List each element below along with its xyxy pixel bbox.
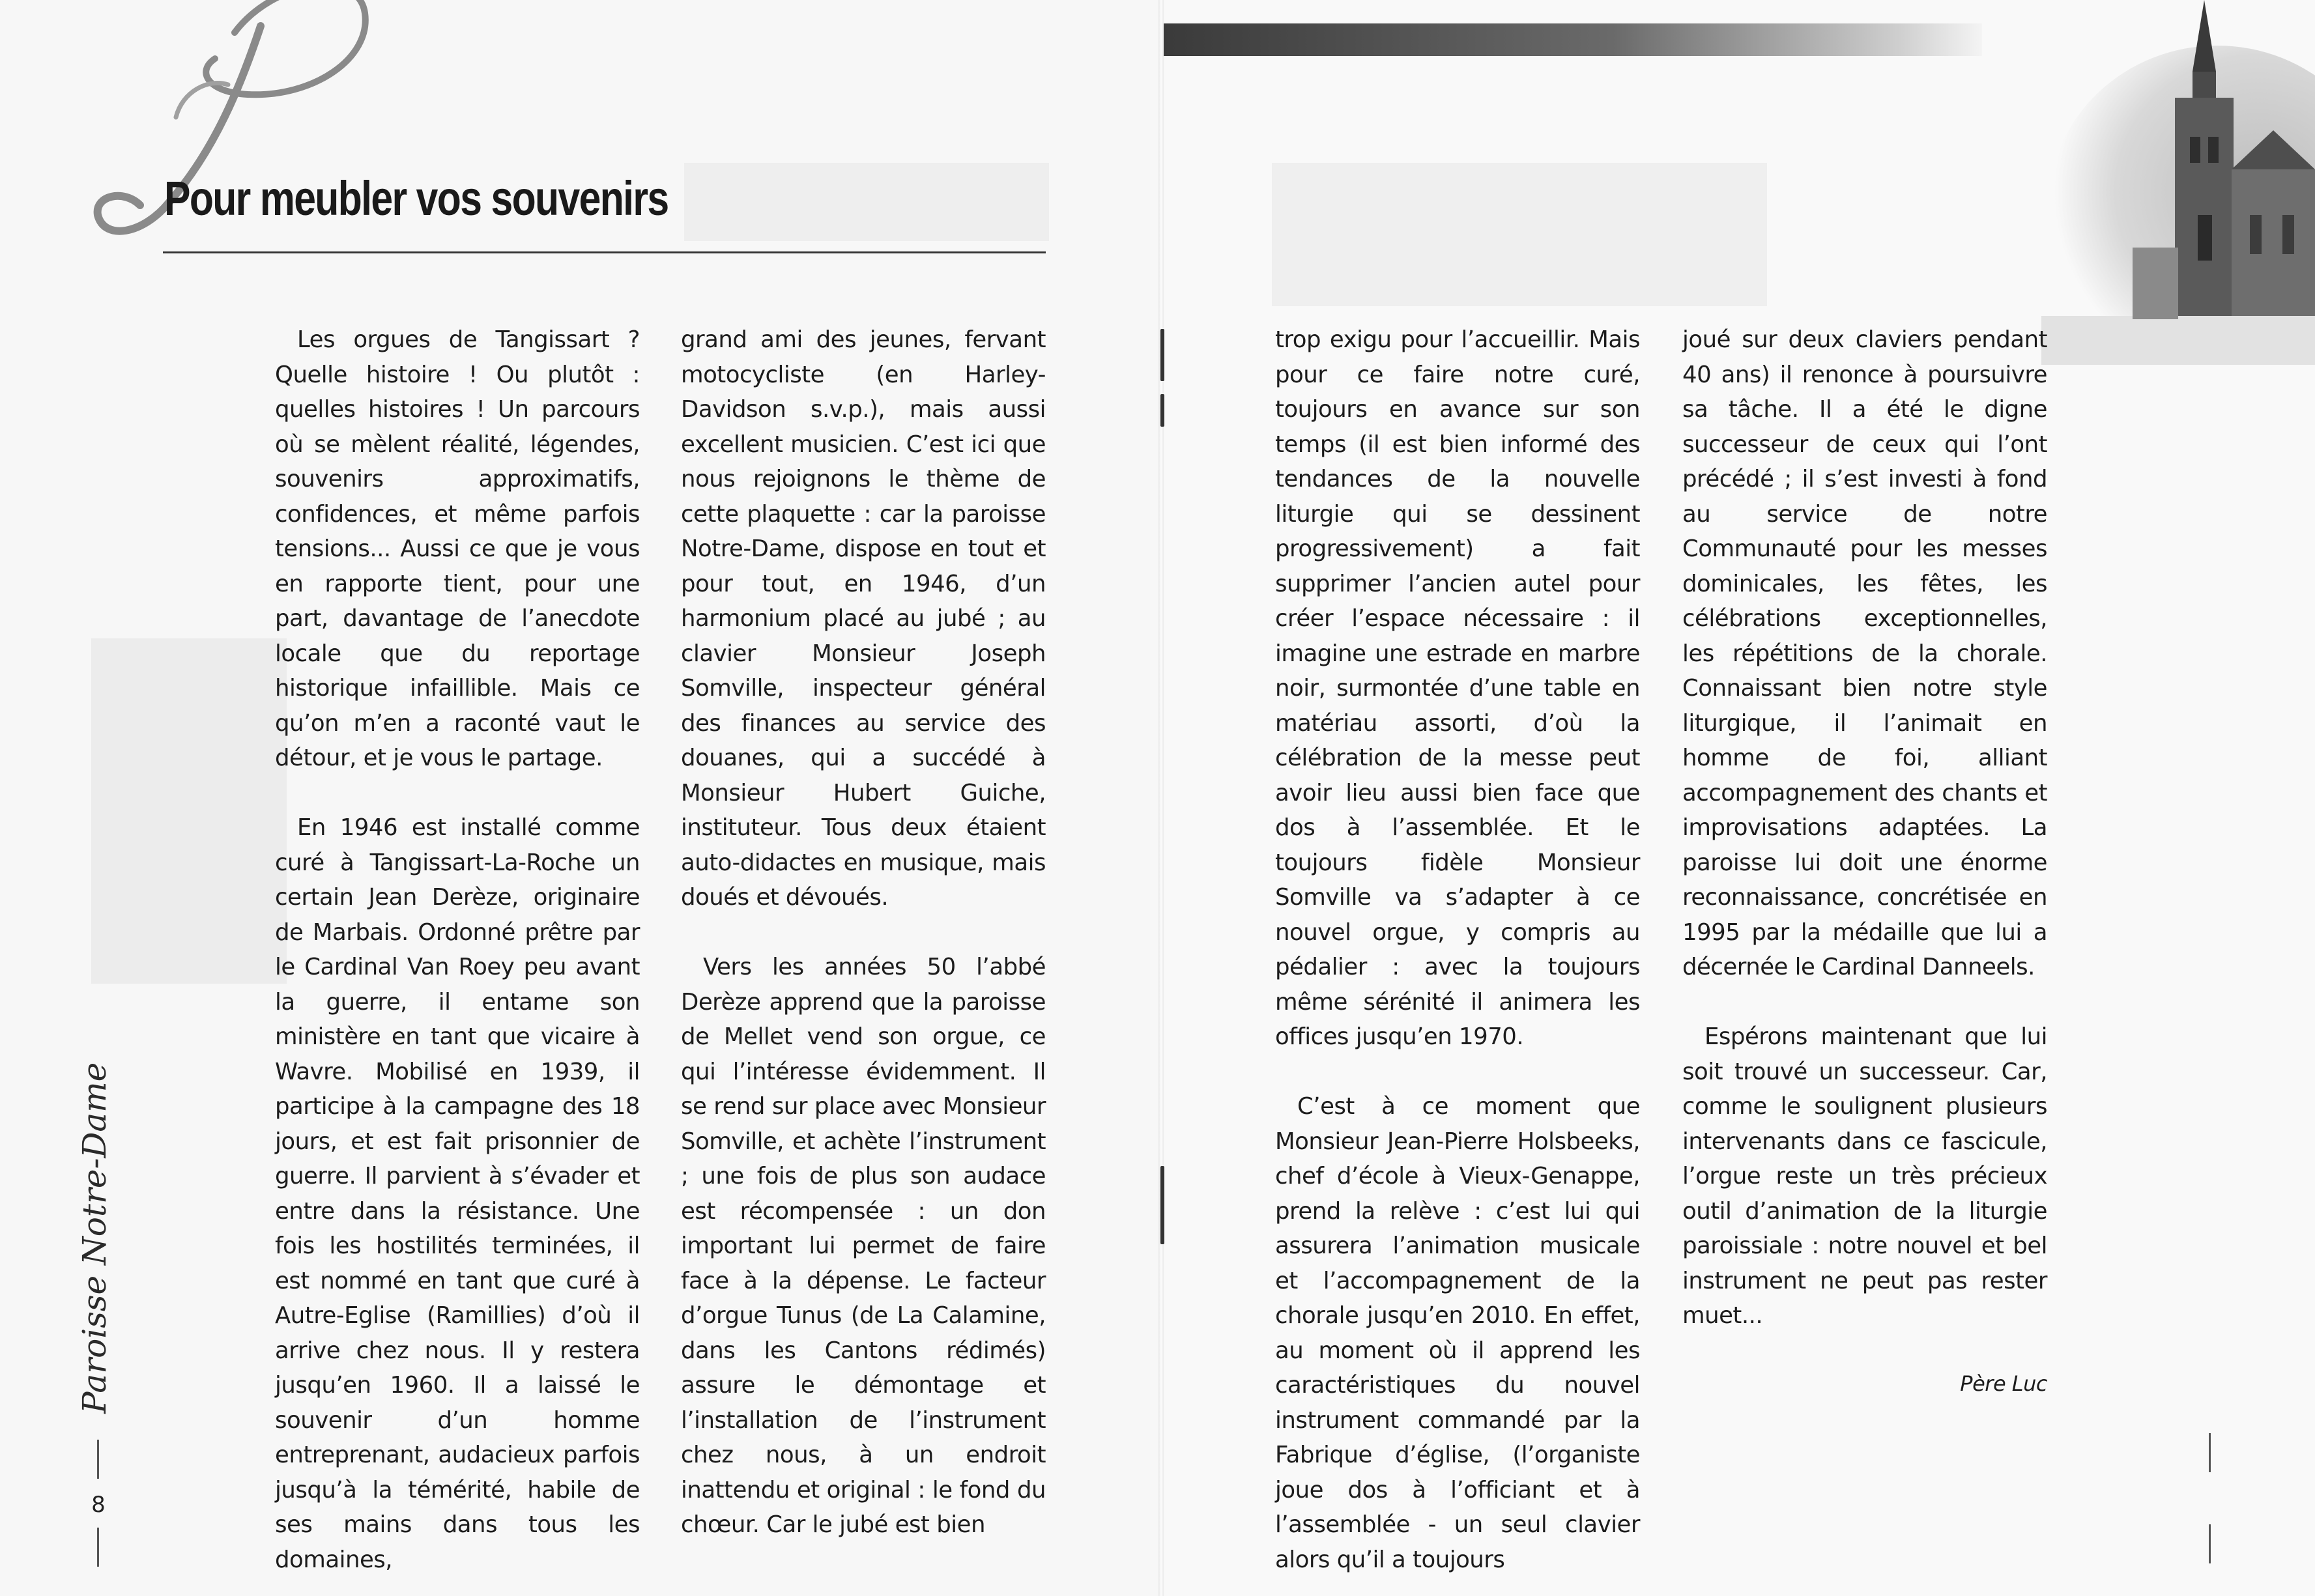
show-through-image [91, 638, 287, 984]
article-column-2 [681, 322, 1046, 1543]
header-bar [1161, 23, 1982, 56]
page-number: 8 [91, 1492, 106, 1518]
page-number-rule [97, 1528, 99, 1567]
staple [1160, 394, 1164, 427]
page-number-rule [97, 1440, 99, 1479]
paragraph: En 1946 est installé comme curé à Tangissart-La-Roche un certain Jean Derèze, originaire de Marbais. Ordonné prêtre par le Cardinal Van Roey peu avant la guerre, il entame son ministère en tant que vicaire à Wavre. Mobilisé en 1939, il participe à la campagne des 18 jours, et est fait prisonnier de guerre. Il parvient à s’évader et entre dans la résistance. Une fois les hostilités terminées, il est nommé en tant que curé à Autre-Eglise (Ramillies) d’où il arrive chez nous. Il y restera jusqu’en 1960. Il a laissé le souvenir d’un homme entreprenant, audacieux parfois jusqu’à la témérité, habile de ses mains dans tous les domaines, [275, 814, 640, 1573]
paragraph: joué sur deux claviers pendant 40 ans) il renonce à poursuivre sa tâche. Il a été le digne successeur de ceux qui l’ont précédé ; il s’est investi à fond au service de notre Communauté pour les messes dominicales, les fêtes, les célébrations exceptionnelles, les répétitions de la chorale. Connaissant bien notre style liturgique, il l’animait en homme de foi, alliant accompagnement des chants et improvisations adaptées. La paroisse lui doit une énorme reconnaissance, concrétisée en 1995 par la médaille que lui a décernée le Cardinal Danneels. [1682, 326, 2047, 980]
paragraph: C’est à ce moment que Monsieur Jean-Pierre Holsbeeks, chef d’école à Vieux-Genappe, prend la relève : c’est lui qui assurera l’animation musicale et l’accompagnement de la chorale jusqu’en 2010. En effet, au moment où il apprend les caractéristiques du nouvel instrument commandé par la Fabrique d’église, (l’organiste joue dos à l’officiant et à l’assemblée - un seul clavier alors qu’il a toujours [1275, 1093, 1640, 1573]
paragraph: Espérons maintenant que lui soit trouvé un successeur. Car, comme le soulignent plusieurs intervenants dans ce fascicule, l’orgue reste un très précieux outil d’animation de la liturgie paroissiale : notre nouvel et bel instrument ne peut pas rester muet... [1682, 1023, 2047, 1329]
page-number-rule [2209, 1524, 2211, 1563]
paragraph: grand ami des jeunes, fervant motocycliste (en Harley-Davidson s.v.p.), mais aussi excellent musicien. C’est ici que nous rejoignons le thème de cette plaquette : car la paroisse Notre-Dame, dispose en tout et pour tout, en 1946, d’un harmonium placé au jubé ; au clavier Monsieur Joseph Somville, inspecteur général des finances au service des douanes, qui a succédé à Monsieur Hubert Guiche, instituteur. Tous deux étaient auto-didactes en musique, mais doués et dévoués. [681, 326, 1046, 911]
show-through-heading [684, 163, 1049, 241]
show-through-heading [1272, 163, 1767, 306]
paragraph: trop exigu pour l’accueillir. Mais pour ce faire notre curé, toujours en avance sur son temps (il est bien informé des tendances de la nouvelle liturgie qui se dessinent progressivement) a fait supprimer l’ancien autel pour créer l’espace nécessaire : il imagine une estrade en marbre noir, surmontée d’une table en matériau assorti, d’où la célébration de la messe peut avoir lieu aussi bien face que dos à l’assemblée. Et le toujours fidèle Monsieur Somville va s’adapter à ce nouvel orgue, y compris au pédalier : avec la toujours même sérénité il animera les offices jusqu’en 1970. [1275, 326, 1640, 1050]
side-label-parish: Paroisse Notre-Dame [76, 1062, 113, 1414]
staple [1160, 329, 1164, 381]
paragraph: Vers les années 50 l’abbé Derèze apprend que la paroisse de Mellet vend son orgue, ce qui l’intéresse évidemment. Il se rend sur place avec Monsieur Somville, et achète l’instrument ; une fois de plus son audace est récompensée : un don important lui permet de faire face à la dépense. Le facteur d’orgue Tunus (de La Calamine, dans les Cantons rédimés) assure le démontage et l’installation de l’instrument chez nous, à un endroit inattendu et original : le fond du chœur. Car le jubé est bien [681, 954, 1046, 1538]
page-title: Pour meubler vos souvenirs [164, 171, 669, 225]
staple [1160, 1166, 1164, 1244]
gutter-fold [1158, 0, 1164, 1596]
right-page [1161, 0, 2315, 1596]
article-column-4 [1682, 322, 2047, 1399]
article-column-1 [275, 322, 640, 1577]
author-signature: Père Luc [1960, 1371, 2047, 1396]
title-rule [163, 251, 1046, 253]
church-photo [2041, 0, 2315, 365]
article-column-3 [1275, 322, 1640, 1577]
page-number-rule [2209, 1433, 2211, 1472]
paragraph: Les orgues de Tangissart ? Quelle histoire ! Ou plutôt : quelles histoires ! Un parcours où se mèlent réalité, légendes, souvenirs approximatifs, confidences, et même parfois tensions... Aussi ce que je vous en rapporte tient, pour une part, davantage de l’anecdote locale que du reportage historique infaillible. Mais ce qu’on m’en a raconté vaut le détour, et je vous le partage. [275, 326, 640, 771]
